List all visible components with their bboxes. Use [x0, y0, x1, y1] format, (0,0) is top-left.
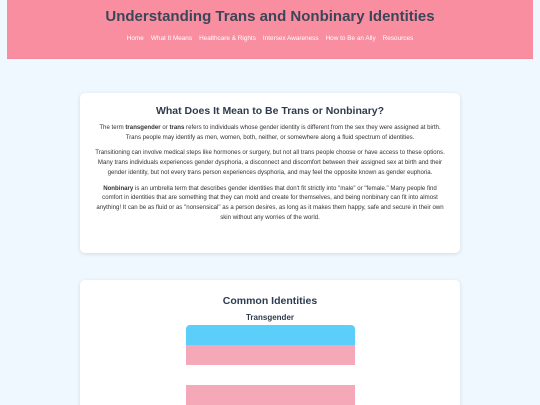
site-header	[7, 0, 533, 59]
paragraph-nonbinary: Nonbinary is an umbrella term that describes gender identities that don't fit strictly into "male" or "female." Many people find comfort in identities that are something that they can mold and create for themselves, and being nonbinary can fit into almost anything! It can be as fluid or as "nonsensical" as a person desires, as long as it makes them happy, safe and secure in their own skin without any worries of the world.	[96, 184, 444, 221]
section-title: What Does It Mean to Be Trans or Nonbinary?	[155, 105, 385, 117]
section-title: Common Identities	[222, 295, 318, 307]
nav-healthcare-rights[interactable]: Healthcare & Rights	[199, 35, 256, 42]
main-nav	[7, 35, 533, 42]
transgender-flag	[186, 325, 355, 405]
flag-stripe	[186, 345, 355, 365]
site-title: Understanding Trans and Nonbinary Identities	[105, 8, 435, 25]
paragraph-transgender: The term transgender or trans refers to individuals whose gender identity is different from the sex they were assigned at birth. Trans people may identify as men, women, both, neither, or somewhere along a fluid spectrum of identities.	[99, 124, 441, 141]
flag-stripe	[186, 325, 355, 345]
common-identities-card	[80, 280, 460, 405]
flag-title: Transgender	[245, 313, 294, 322]
flag-stripe	[186, 385, 355, 405]
nav-home[interactable]: Home	[126, 35, 144, 42]
nav-how-to-be-ally[interactable]: How to Be an Ally	[325, 35, 376, 42]
paragraph-transitioning: Transitioning can involve medical steps like hormones or surgery, but not all trans people choose or have access to these options. Many trans individuals experiences gender dysphoria, a disconnect and discomfort between their assigned sex at birth and their gender identity, but not every trans person experiences dysphoria, and may feel the opposite known as gender euphoria.	[95, 149, 445, 176]
what-it-means-card	[80, 93, 460, 253]
nav-what-it-means[interactable]: What It Means	[150, 35, 193, 42]
nav-intersex-awareness[interactable]: Intersex Awareness	[262, 35, 319, 42]
nav-resources[interactable]: Resources	[382, 35, 414, 42]
flag-stripe	[186, 365, 355, 385]
